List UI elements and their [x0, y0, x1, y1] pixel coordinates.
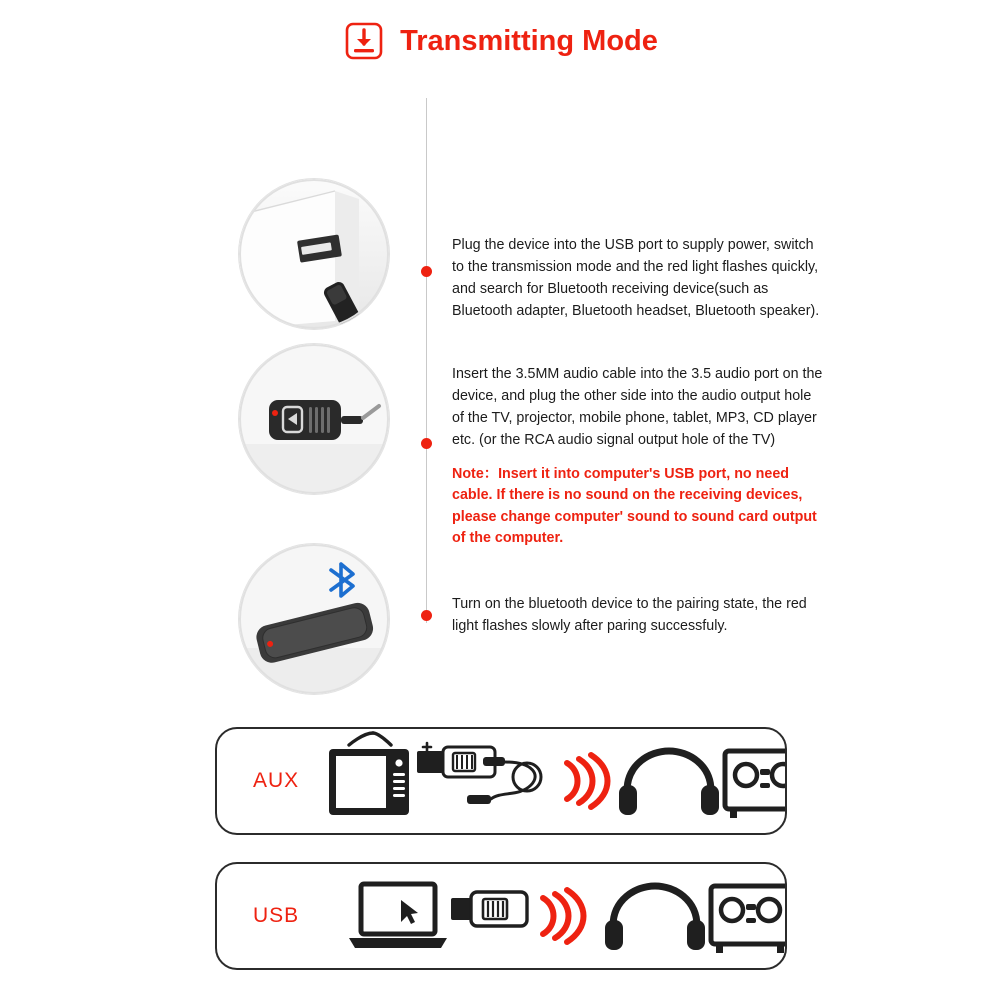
steps-section — [0, 88, 1002, 648]
step-text: Insert the 3.5MM audio cable into the 3.5 audio port on the device, and plug the other side into the audio output hole of the TV, projector, mobile phone, tablet, MP3, CD player etc. (or the RCA audio signal output hole of the TV) — [452, 366, 823, 449]
step-marker-dot — [421, 438, 432, 449]
page-title: Transmitting Mode — [400, 24, 658, 57]
usb-panel-label: USB — [253, 904, 300, 927]
step-text: Turn on the bluetooth device to the pairing state, the red light flashes slowly after paring successfuly. — [452, 596, 807, 635]
headphone-icon — [605, 886, 705, 950]
speaker-icon — [711, 886, 785, 953]
usb-dongle-plugged-into-laptop-port-photo — [238, 178, 390, 330]
aux-panel-diagram — [305, 729, 785, 833]
wireless-signal-icon — [567, 755, 608, 807]
page-header — [0, 0, 1002, 66]
usb-panel-diagram — [305, 864, 785, 968]
aux-connection-panel — [215, 727, 787, 835]
usb-adapter-icon — [451, 892, 527, 926]
download-box-icon — [344, 21, 384, 61]
headphone-icon — [619, 751, 719, 815]
step-note: Note：Insert it into computer's USB port, no need cable. If there is no sound on the receiving devices, please change computer' sound to sound card output of the computer. — [452, 465, 817, 546]
bluetooth-speaker-photo — [238, 543, 390, 695]
laptop-icon — [349, 884, 447, 948]
usb-connection-panel — [215, 862, 787, 970]
step-marker-dot — [421, 266, 432, 277]
speaker-icon — [725, 751, 785, 818]
step-marker-dot — [421, 610, 432, 621]
step-text: Plug the device into the USB port to supply power, switch to the transmission mode and the red light flashes quickly, and search for Bluetooth receiving device(such as Bluetooth adapter, Bluetooth headset, Bluetooth speaker). — [452, 237, 820, 320]
step-text-block — [452, 363, 824, 549]
aux-panel-label: AUX — [253, 769, 300, 792]
bluetooth-adapter-with-3-5mm-cable-photo — [238, 343, 390, 495]
tv-icon — [329, 733, 409, 815]
wireless-signal-icon — [543, 890, 584, 942]
timeline-divider — [426, 98, 427, 623]
